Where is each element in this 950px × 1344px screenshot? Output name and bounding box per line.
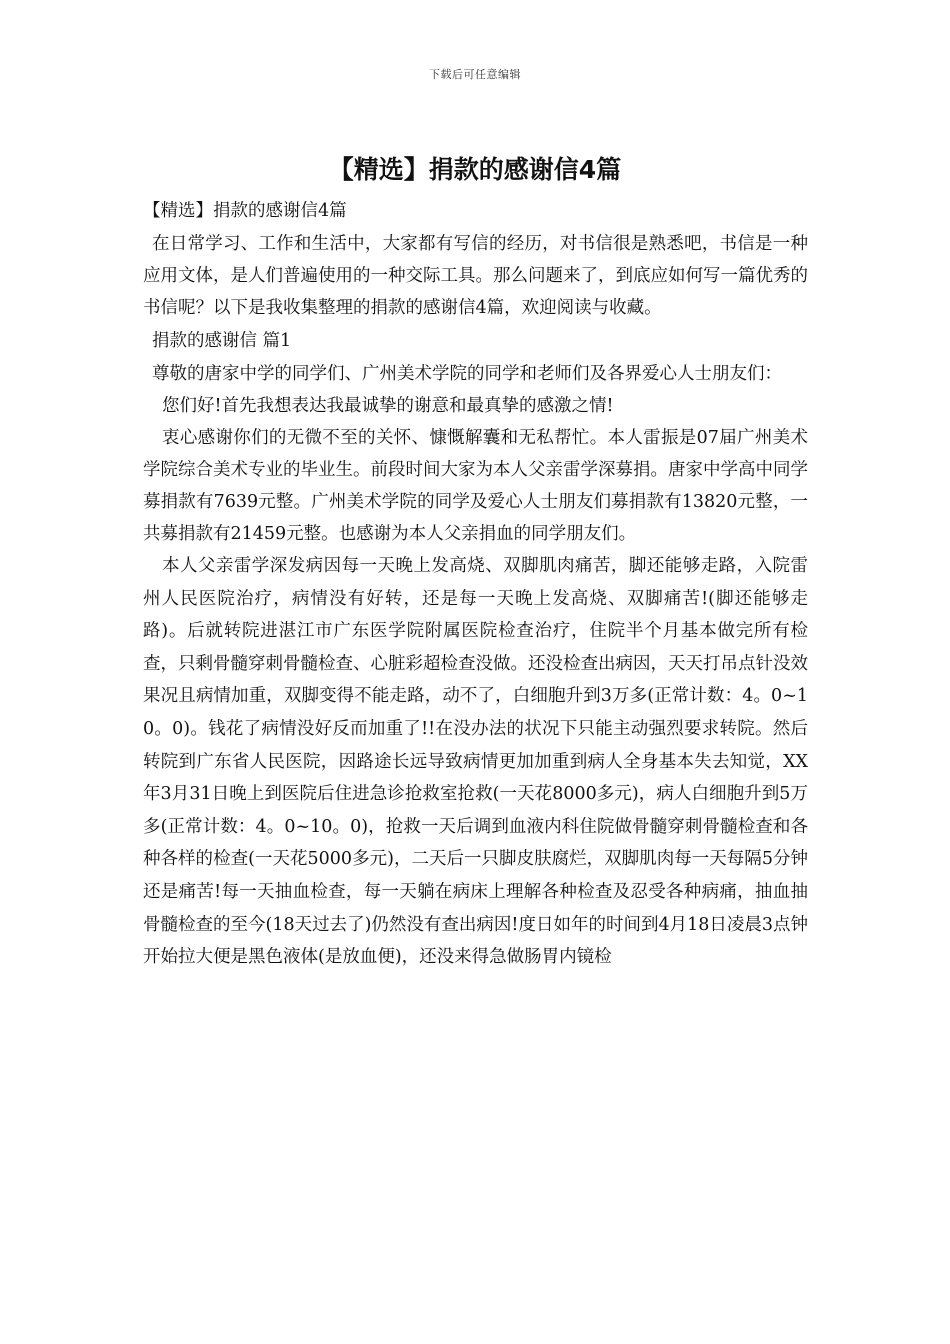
- intro-paragraph: 在日常学习、工作和生活中，大家都有写信的经历，对书信很是熟悉吧，书信是一种应用文体，是人们普遍使用的一种交际工具。那么问题来了，到底应如何写一篇优秀的书信呢？以下是我收集整理的捐款的感谢信4篇，欢迎阅读与收藏。: [143, 234, 808, 318]
- letter-paragraph: 您们好!首先我想表达我最诚挚的谢意和最真挚的感激之情!: [162, 396, 614, 416]
- letter-paragraph: 本人父亲雷学深发病因每一天晚上发高烧、双脚肌肉痛苦，脚还能够走路，入院雷州人民医院治疗，病情没有好转，还是每一天晚上发高烧、双脚痛苦!(脚还能够走路)。后就转院进湛江市广东医学院附属医院检查治疗，住院半个月基本做完所有检查，只剩骨髓穿刺骨髓检查、心脏彩超检查没做。还没检查出病因，天天打吊点针没效果况且病情加重，双脚变得不能走路，动不了，白细胞升到3万多(正常计数：4。0~10。0)。钱花了病情没好反而加重了!!在没办法的状况下只能主动强烈要求转院。然后转院到广东省人民医院，因路途长远导致病情更加加重到病人全身基本失去知觉，XX年3月31日晚上到医院后住进急诊抢救室抢救(一天花8000多元)，病人白细胞升到5万多(正常计数：4。0~10。0)，抢救一天后调到血液内科住院做骨髓穿刺骨髓检查和各种各样的检查(一天花5000多元)，二天后一只脚皮肤腐烂，双脚肌肉每一天每隔5分钟还是痛苦!每一天抽血检查，每一天躺在病床上理解各种检查及忍受各种病痛，抽血抽骨髓检查的至今(18天过去了)仍然没有查出病因!度日如年的时间到4月18日凌晨3点钟开始拉大便是黑色液体(是放血便)，还没来得急做肠胃内镜检: [143, 556, 808, 968]
- letter-paragraph: 衷心感谢你们的无微不至的关怀、慷慨解囊和无私帮忙。本人雷振是07届广州美术学院综合美术专业的毕业生。前段时间大家为本人父亲雷学深募捐。唐家中学高中同学募捐款有7639元整。广州美术学院的同学及爱心人士朋友们募捐款有13820元整，一共募捐款有21459元整。也感谢为本人父亲捐血的同学朋友们。: [143, 428, 808, 544]
- page-title: 【精选】捐款的感谢信4篇: [328, 155, 622, 184]
- document-subtitle: 【精选】捐款的感谢信4篇: [143, 201, 347, 221]
- letter-salutation: 尊敬的唐家中学的同学们、广州美术学院的同学和老师们及各界爱心人士朋友们：: [152, 364, 782, 384]
- section-heading: 捐款的感谢信 篇1: [152, 331, 292, 351]
- header-note: 下载后可任意编辑: [429, 68, 521, 81]
- document-body: [143, 200, 808, 974]
